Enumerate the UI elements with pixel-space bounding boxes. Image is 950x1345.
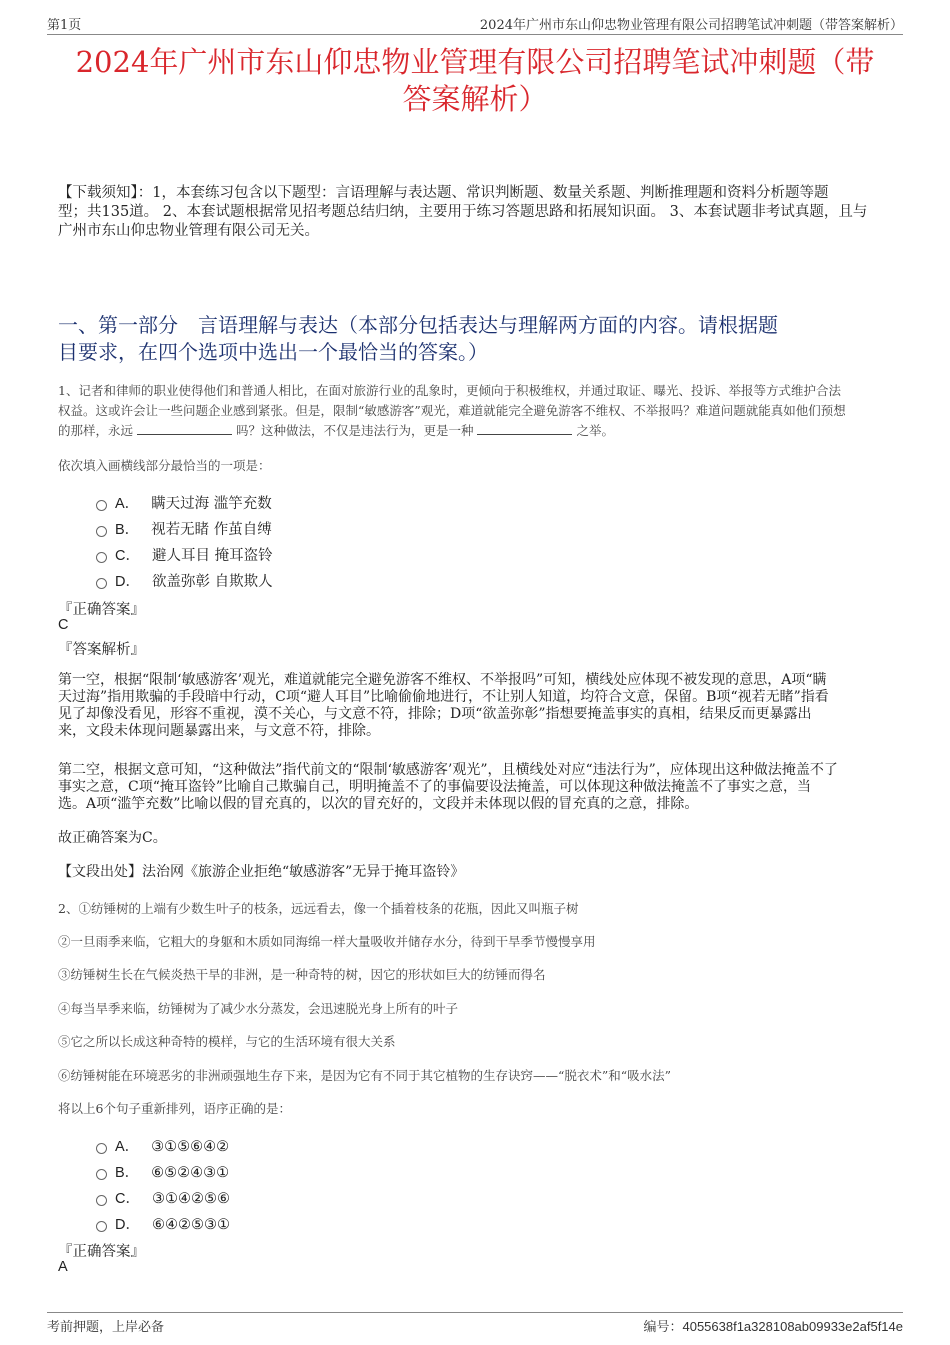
- download-notice: [58, 184, 905, 241]
- header-doc-title: 2024年广州市东山仰忠物业管理有限公司招聘笔试冲刺题（带答案解析）: [479, 18, 903, 33]
- radio-icon[interactable]: [96, 578, 107, 589]
- notice-line: 广州市东山仰忠物业管理有限公司无关。: [58, 223, 319, 239]
- question-2-sentence: ⑤它之所以长成这种奇特的模样，与它的生活环境有很大关系: [58, 1034, 396, 1049]
- analysis-paragraph-2: 第二空，根据文意可知，“这种做法”指代前文的“限制‘敏感游客’观光”，且横线处对应“违法行为”，应体现出这种做法掩盖不了 事实之意，C项“掩耳盗铃”比喻自己欺骗自己，明明掩盖不了的事偏要设法掩盖，可以体现这种做法掩盖不了事实之意，当 选。A项“滥竽充数”比喻以假的冒充真的，以次的冒充好的，文段并未体现以假的冒充真的之意，排除。: [58, 762, 838, 812]
- option-c[interactable]: C． 避人耳目 掩耳盗铃: [96, 544, 273, 566]
- radio-icon[interactable]: [96, 526, 107, 537]
- section-heading-line: 目要求，在四个选项中选出一个最恰当的答案。）: [58, 340, 488, 364]
- option-b[interactable]: B． 视若无睹 作茧自缚: [96, 518, 272, 540]
- stem-text: 之举。: [576, 423, 614, 438]
- passage-source: 【文段出处】法治网《旅游企业拒绝“敏感游客”无异于掩耳盗铃》: [58, 864, 465, 880]
- option-b[interactable]: B． ⑥⑤②④③①: [96, 1161, 229, 1183]
- stem-line: 1、记者和律师的职业使得他们和普通人相比，在面对旅游行业的乱象时，更倾向于积极维权，并通过取证、曝光、投诉、举报等方式维护合法: [58, 383, 841, 398]
- page-number: 第1页: [47, 18, 82, 33]
- page-title: [40, 44, 910, 118]
- option-c[interactable]: C． ③①④②⑤⑥: [96, 1187, 230, 1209]
- title-line: 答案解析）: [402, 82, 548, 116]
- answer-value: C: [58, 617, 69, 633]
- question-1-stem: [58, 381, 905, 441]
- option-a[interactable]: A． ③①⑤⑥④②: [96, 1135, 229, 1157]
- stem-line: [58, 421, 905, 441]
- fill-blank-1: [137, 422, 232, 435]
- question-2-sentence: 2、①纺锤树的上端有少数生叶子的枝条，远远看去，像一个插着枝条的花瓶，因此又叫瓶子树: [58, 901, 579, 916]
- question-1-lead: 依次填入画横线部分最恰当的一项是：: [58, 458, 271, 473]
- radio-icon[interactable]: [96, 500, 107, 511]
- radio-icon[interactable]: [96, 1143, 107, 1154]
- section-heading-line: 一、第一部分 言语理解与表达（本部分包括表达与理解两方面的内容。请根据题: [58, 313, 778, 337]
- analysis-paragraph-1: 第一空，根据“限制‘敏感游客’观光，难道就能完全避免游客不维权、不举报吗”可知，横线处应体现不被发现的意思，A项“瞒 天过海”指用欺骗的手段暗中行动，C项“避人耳目”比喻偷偷地进行，不让别人知道，均符合文意，保留。B项“视若无睹”指看 见了却像没看见，形容不重视，漠不关心，与文意不符，排除；D项“欲盖弥彰”指想要掩盖事实的真相，结果反而更暴露出 来，文段未体现问题暴露出来，与文意不符，排除。: [58, 672, 829, 739]
- option-d[interactable]: D． ⑥④②⑤③①: [96, 1213, 230, 1235]
- title-line: 2024年广州市东山仰忠物业管理有限公司招聘笔试冲刺题（带: [75, 45, 875, 79]
- stem-line: 权益。这或许会让一些问题企业感到紧张。但是，限制“敏感游客”观光，难道就能完全避免游客不维权、不举报吗？难道问题就能真如他们预想: [58, 403, 846, 418]
- radio-icon[interactable]: [96, 1169, 107, 1180]
- answer-label: 『正确答案』: [58, 1244, 145, 1260]
- answer-value: A: [58, 1259, 68, 1275]
- option-a[interactable]: A． 瞒天过海 滥竽充数: [96, 492, 272, 514]
- analysis-label: 『答案解析』: [58, 642, 145, 658]
- question-2-lead: 将以上6个句子重新排列，语序正确的是：: [58, 1101, 291, 1116]
- question-2-sentence: ④每当旱季来临，纺锤树为了减少水分蒸发，会迅速脱光身上所有的叶子: [58, 1001, 459, 1016]
- radio-icon[interactable]: [96, 552, 107, 563]
- notice-line: 【下载须知】：1，本套练习包含以下题型：言语理解与表达题、常识判断题、数量关系题、判断推理题和资料分析题等题: [58, 185, 829, 201]
- radio-icon[interactable]: [96, 1195, 107, 1206]
- fill-blank-2: [477, 422, 572, 435]
- footer-slogan: 考前押题，上岸必备: [47, 1320, 165, 1335]
- page-header: [47, 12, 903, 35]
- question-2-sentence: ②一旦雨季来临，它粗大的身躯和木质如同海绵一样大量吸收并储存水分，待到干旱季节慢慢享用: [58, 934, 596, 949]
- page-footer: [47, 1312, 903, 1335]
- stem-text: 的那样，永远: [58, 423, 134, 438]
- section-heading: [58, 312, 905, 366]
- footer-code: 编号：4055638f1a328108ab09933e2af5f14e: [643, 1319, 903, 1335]
- radio-icon[interactable]: [96, 1221, 107, 1232]
- stem-text: 吗？这种做法，不仅是违法行为，更是一种: [235, 423, 474, 438]
- question-2-sentence: ③纺锤树生长在气候炎热干旱的非洲，是一种奇特的树，因它的形状如巨大的纺锤而得名: [58, 967, 546, 982]
- analysis-conclusion: 故正确答案为C。: [58, 830, 167, 846]
- option-d[interactable]: D． 欲盖弥彰 自欺欺人: [96, 570, 273, 592]
- answer-label: 『正确答案』: [58, 602, 145, 618]
- question-2-sentence: ⑥纺锤树能在环境恶劣的非洲顽强地生存下来，是因为它有不同于其它植物的生存诀窍——“脱衣术”和“吸水法”: [58, 1068, 672, 1083]
- notice-line: 型；共135道。 2、本套试题根据常见招考题总结归纳，主要用于练习答题思路和拓展知识面。 3、本套试题非考试真题，且与: [58, 204, 868, 220]
